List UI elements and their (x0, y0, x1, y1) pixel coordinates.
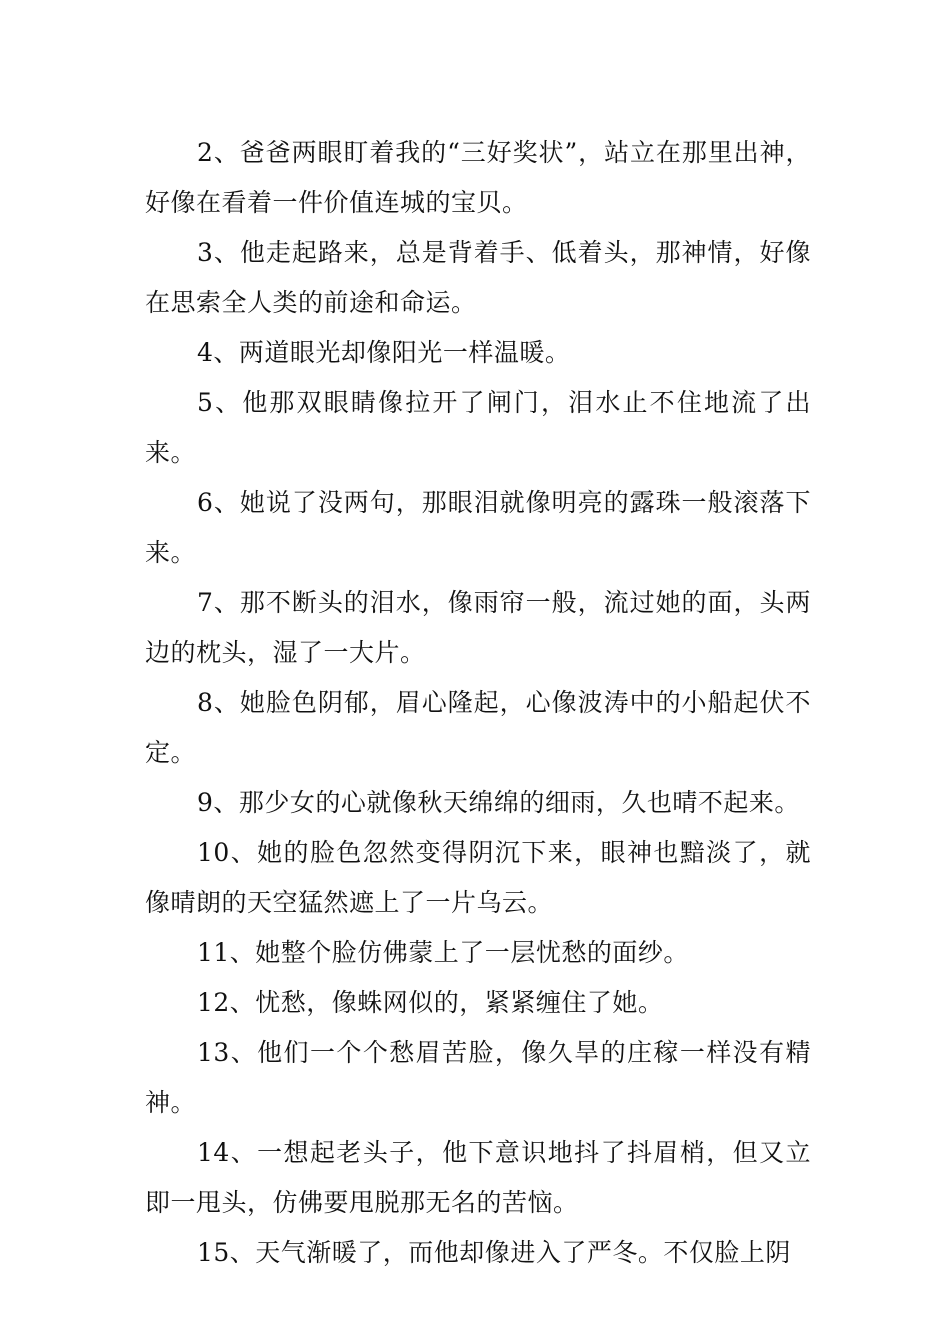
paragraph: 14、一想起老头子，他下意识地抖了抖眉梢，但又立即一甩头，仿佛要甩脱那无名的苦恼。 (145, 1138, 811, 1217)
paragraph: 3、他走起路来，总是背着手、低着头，那神情，好像在思索全人类的前途和命运。 (145, 238, 811, 317)
paragraph: 5、他那双眼睛像拉开了闸门，泪水止不住地流了出来。 (145, 388, 811, 467)
paragraph: 7、那不断头的泪水，像雨帘一般，流过她的面，头两边的枕头，湿了一大片。 (145, 588, 811, 667)
document-body (145, 128, 811, 1278)
paragraph: 2、爸爸两眼盯着我的“三好奖状”，站立在那里出神，好像在看着一件价值连城的宝贝。 (145, 138, 811, 217)
paragraph: 11、她整个脸仿佛蒙上了一层忧愁的面纱。 (197, 938, 689, 967)
paragraph: 15、天气渐暖了，而他却像进入了严冬。不仅脸上阴 (197, 1238, 791, 1267)
paragraph: 9、那少女的心就像秋天绵绵的细雨，久也晴不起来。 (197, 788, 800, 817)
paragraph: 8、她脸色阴郁，眉心隆起，心像波涛中的小船起伏不定。 (145, 688, 811, 767)
paragraph: 10、她的脸色忽然变得阴沉下来，眼神也黯淡了，就像晴朗的天空猛然遮上了一片乌云。 (145, 838, 811, 917)
paragraph: 4、两道眼光却像阳光一样温暖。 (197, 338, 571, 367)
paragraph: 12、忧愁，像蛛网似的，紧紧缠住了她。 (197, 988, 664, 1017)
paragraph: 6、她说了没两句，那眼泪就像明亮的露珠一般滚落下来。 (145, 488, 811, 567)
paragraph: 13、他们一个个愁眉苦脸，像久旱的庄稼一样没有精神。 (145, 1038, 811, 1117)
